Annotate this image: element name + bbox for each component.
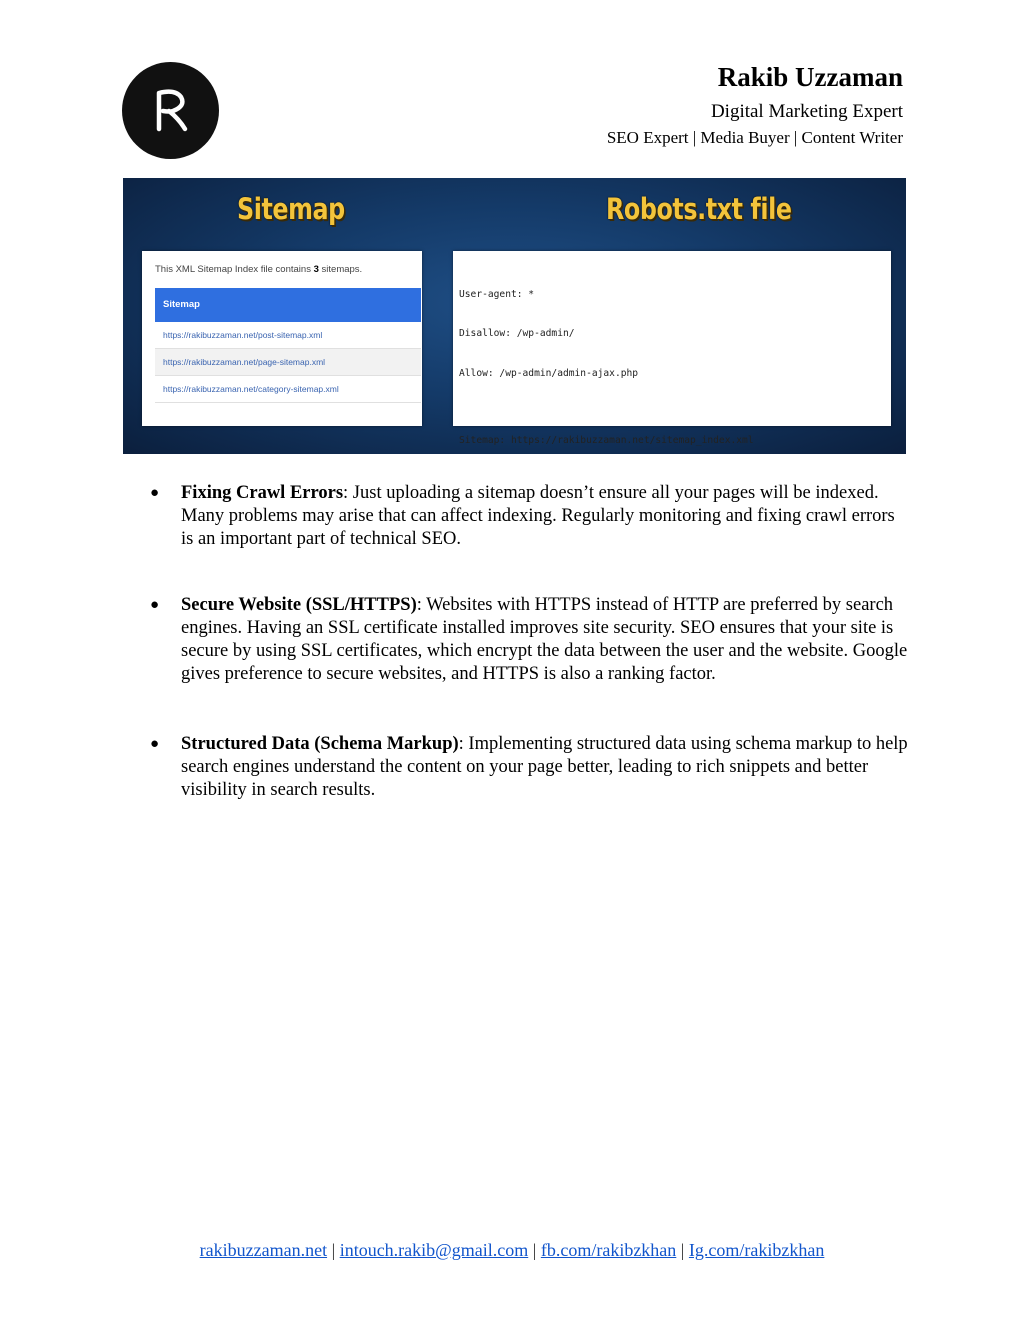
bullet-text: : Websites with HTTPS instead of HTTP are preferred by search engines. Having an SSL certificate installed improves site security. SEO ensures that your site is secure by using SSL certificates, which encrypt the data between the user and the website. Google gives preference to secure websites, and HTTPS is also a ranking factor.	[181, 595, 908, 684]
robots-line: Allow: /wp-admin/admin-ajax.php	[459, 368, 639, 380]
figure-robots-title: Robots.txt file	[606, 192, 792, 226]
footer-link-instagram[interactable]: Ig.com/rakibzkhan	[688, 1240, 825, 1260]
sitemap-caption: This XML Sitemap Index file contains 3 sitemaps.	[155, 264, 363, 275]
logo-r-glyph	[139, 79, 203, 143]
author-role: Digital Marketing Expert	[710, 101, 903, 122]
footer-link-facebook[interactable]: fb.com/rakibzkhan	[540, 1240, 677, 1260]
logo	[122, 62, 219, 159]
bullet-text: : Implementing structured data using schema markup to help search engines understand the content on your page better, leading to rich snippets and better visibility in search results.	[181, 734, 908, 800]
sitemap-row: https://rakibuzzaman.net/category-sitemap.xml	[155, 376, 421, 403]
robots-line: Disallow: /wp-admin/	[459, 328, 575, 340]
robots-panel	[453, 251, 891, 446]
bullet-text: : Just uploading a sitemap doesn’t ensure all your pages will be indexed. Many problems may arise that can affect indexing. Regularly monitoring and fixing crawl errors is an important part of technical SEO.	[181, 483, 895, 549]
bullet-term: Structured Data (Schema Markup)	[181, 734, 459, 754]
robots-code	[459, 261, 817, 454]
sitemap-table-header: Sitemap	[155, 288, 421, 322]
bullet-term: Fixing Crawl Errors	[181, 483, 344, 503]
bullet-icon: ●	[150, 485, 160, 501]
sitemap-robots-figure	[123, 178, 906, 454]
robots-line: Sitemap: https://rakibuzzaman.net/sitemap_index.xml	[459, 434, 754, 446]
footer-links: rakibuzzaman.net | intouch.rakib@gmail.com | fb.com/rakibzkhan | Ig.com/rakibzkhan	[199, 1240, 825, 1260]
author-subrole: SEO Expert | Media Buyer | Content Writer	[606, 128, 903, 147]
bullet-icon: ●	[150, 736, 160, 752]
bullet-icon: ●	[150, 597, 160, 613]
footer-link-website[interactable]: rakibuzzaman.net	[199, 1240, 328, 1260]
bullet-term: Secure Website (SSL/HTTPS)	[181, 595, 417, 615]
sitemap-row: https://rakibuzzaman.net/page-sitemap.xml	[155, 349, 421, 376]
robots-line: User-agent: *	[459, 288, 535, 300]
sitemap-panel	[142, 251, 422, 426]
footer-link-email[interactable]: intouch.rakib@gmail.com	[339, 1240, 529, 1260]
sitemap-row: https://rakibuzzaman.net/post-sitemap.xml	[155, 322, 421, 349]
figure-sitemap-title: Sitemap	[237, 192, 345, 226]
author-name: Rakib Uzzaman	[717, 62, 903, 92]
